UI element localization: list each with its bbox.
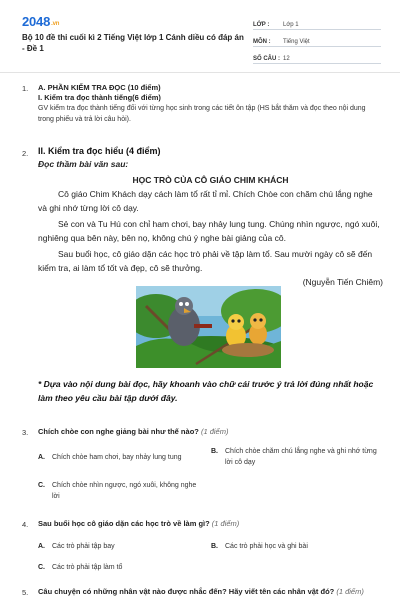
page-title: Bộ 10 đề thi cuối kì 2 Tiếng Việt lớp 1 Cánh diều có đáp án - Đề 1 — [22, 33, 244, 53]
section-reading-comprehension — [38, 146, 383, 287]
reading-instruction: * Dựa vào nội dung bài đọc, hãy khoanh vào chữ cái trước ý trả lời đúng nhất hoặc làm theo yêu cầu bài tập dưới đây. — [38, 379, 374, 403]
story-paragraph: Sau buổi học, cô giáo dặn các học trò phải về tập làm tổ. Sau mười ngày cô sẽ đến kiểm tra, ai làm tổ tốt và đẹp, cô sẽ thưởng. — [38, 249, 373, 273]
option-letter: B. — [211, 448, 218, 455]
option-text: Chích chòe nhìn ngược, ngó xuôi, không nghe lời — [52, 482, 197, 500]
logo-suffix: .vn — [51, 21, 60, 27]
meta-label: MÔN : — [253, 39, 271, 45]
exam-meta — [253, 15, 381, 64]
site-logo[interactable] — [22, 14, 59, 29]
answer-option[interactable] — [211, 541, 383, 552]
section-subtitle: Đọc thầm bài văn sau: — [38, 159, 129, 169]
question-points: (1 điểm) — [211, 519, 240, 528]
option-letter: A. — [38, 543, 45, 550]
question-4 — [38, 519, 383, 528]
meta-row-subject — [253, 32, 381, 47]
option-letter: B. — [211, 543, 218, 550]
question-number: 1. — [22, 84, 29, 93]
option-text: Các trò phải học và ghi bài — [225, 543, 308, 550]
meta-row-count — [253, 49, 381, 64]
option-letter: A. — [38, 454, 45, 461]
section-title: A. PHẦN KIỂM TRA ĐỌC (10 điểm) — [38, 83, 161, 92]
meta-value: 12 — [283, 56, 290, 62]
meta-value: Tiếng Việt — [283, 39, 310, 45]
section-subtitle: I. Kiểm tra đọc thành tiếng(6 điểm) — [38, 93, 161, 102]
header-divider — [0, 72, 400, 73]
question-text: Chích chòe con nghe giảng bài như thế nào? — [38, 427, 199, 436]
story-paragraph: Cô giáo Chim Khách dạy cách làm tổ rất tỉ mỉ. Chích Chòe con chăm chú lắng nghe và ghi nhớ từng lời cô dạy. — [38, 189, 373, 213]
option-text: Chích chòe ham chơi, bay nhảy lung tung — [52, 454, 182, 461]
meta-label: SỐ CÂU : — [253, 56, 280, 62]
option-text: Các trò phải tập bay — [52, 543, 115, 550]
question-number: 5. — [22, 588, 29, 597]
question-3 — [38, 427, 383, 436]
birds-illustration-image — [136, 286, 281, 368]
option-text: Chích chòe chăm chú lắng nghe và ghi nhớ từng lời cô dạy — [225, 448, 377, 466]
question-number: 4. — [22, 520, 29, 529]
question-number: 2. — [22, 149, 29, 158]
story-author: (Nguyễn Tiến Chiêm) — [302, 277, 383, 287]
question-number: 3. — [22, 428, 29, 437]
option-letter: C. — [38, 564, 45, 571]
section-text: GV kiểm tra đọc thành tiếng đối với từng học sinh trong các tiết ôn tập (HS bắt thăm và đọc theo nội dung trong phiếu và trả lời câu hỏi). — [38, 105, 366, 123]
question-5 — [38, 587, 383, 596]
question-points: (1 điểm) — [336, 587, 364, 596]
option-letter: C. — [38, 482, 45, 489]
document-header — [0, 0, 400, 76]
answer-option[interactable] — [38, 562, 203, 573]
section-title: II. Kiểm tra đọc hiểu (4 điểm) — [38, 146, 161, 156]
question-text: Câu chuyện có những nhân vật nào được nhắc đến? Hãy viết tên các nhân vật đó? — [38, 587, 335, 596]
question-text: Sau buổi học cô giáo dặn các học trò về làm gì? — [38, 519, 210, 528]
logo-text: 2048 — [22, 14, 51, 29]
section-reading-aloud — [38, 83, 383, 125]
answer-option[interactable] — [211, 446, 383, 468]
answer-option[interactable] — [38, 480, 203, 502]
story-title: HỌC TRÒ CỦA CÔ GIÁO CHIM KHÁCH — [132, 175, 289, 185]
question-points: (1 điểm) — [200, 427, 229, 436]
story-illustration — [136, 286, 281, 368]
option-text: Các trò phải tập làm tổ — [52, 564, 123, 571]
story-paragraph: Sẻ con và Tu Hú con chỉ ham chơi, bay nhảy lung tung. Chúng nhìn ngược, ngó xuôi, nghiêng qua bên này, bên nọ, không chú ý nghe bài giảng của cô. — [38, 219, 380, 243]
answer-option[interactable] — [38, 452, 203, 463]
meta-label: LỚP : — [253, 22, 270, 28]
meta-value: Lớp 1 — [283, 22, 299, 28]
meta-row-grade — [253, 15, 381, 30]
answer-option[interactable] — [38, 541, 203, 552]
